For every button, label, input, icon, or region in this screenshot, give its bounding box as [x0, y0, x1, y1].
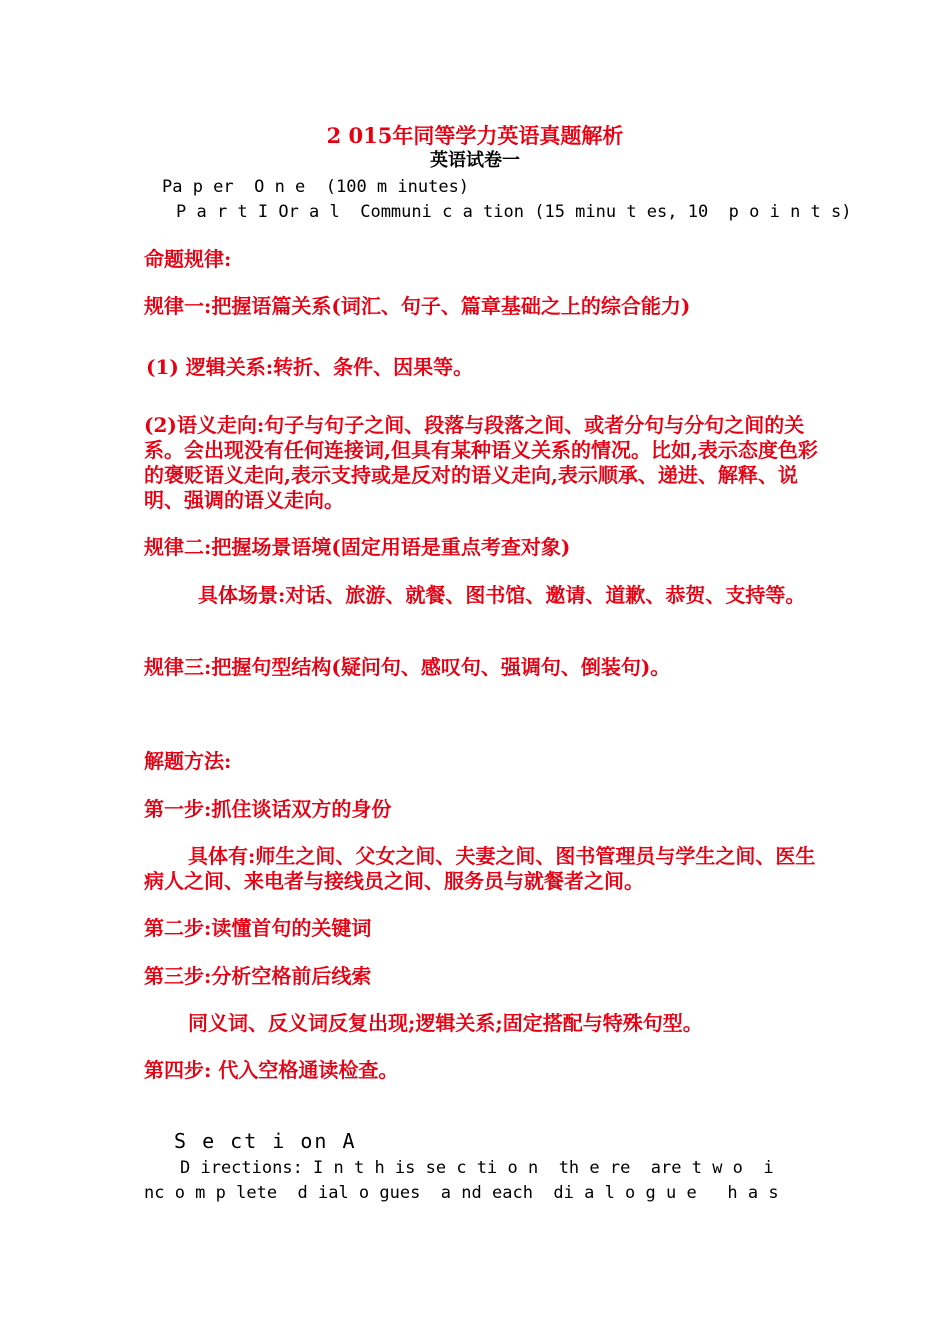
- rules-heading: 命题规律:: [144, 247, 232, 271]
- directions-line-two: nc o m p lete d ial o gues a nd each di a l o g u e h a s: [144, 1183, 779, 1203]
- document-subtitle: 英语试卷一: [430, 150, 520, 171]
- document-title: 2 015年同等学力英语真题解析: [326, 123, 624, 148]
- methods-heading: 解题方法:: [144, 749, 232, 773]
- paper-line: Pa p er O n e (100 m inutes): [162, 177, 470, 197]
- step-one: 第一步:抓住谈话双方的身份: [144, 797, 392, 821]
- step-three-detail: 同义词、反义词反复出现;逻辑关系;固定搭配与特殊句型。: [188, 1011, 703, 1035]
- step-one-detail: 具体有:师生之间、父女之间、夫妻之间、图书管理员与学生之间、医生病人之间、来电者与接线员之间、服务员与就餐者之间。: [144, 844, 816, 893]
- step-three: 第三步:分析空格前后线索: [144, 964, 372, 988]
- step-two: 第二步:读懂首句的关键词: [144, 916, 372, 940]
- rule-one-item-one: (1) 逻辑关系:转折、条件、因果等。: [146, 355, 474, 379]
- rule-two: 规律二:把握场景语境(固定用语是重点考查对象): [144, 535, 571, 559]
- directions-line-one: D irections: I n t h is se c ti o n th e re are t w o i: [180, 1158, 774, 1178]
- section-a-heading: S e ct i on A: [174, 1129, 357, 1153]
- rule-one-item-two: (2)语义走向:句子与句子之间、段落与段落之间、或者分句与分句之间的关系。会出现没有任何连接词,但具有某种语义关系的情况。比如,表示态度色彩的褒贬语义走向,表示支持或是反对的语义走向,表示顺承、递进、解释、说明、强调的语义走向。: [144, 413, 818, 512]
- rule-three: 规律三:把握句型结构(疑问句、感叹句、强调句、倒装句)。: [144, 655, 671, 679]
- rule-one: 规律一:把握语篇关系(词汇、句子、篇章基础之上的综合能力): [144, 294, 691, 318]
- rule-two-detail: 具体场景:对话、旅游、就餐、图书馆、邀请、道歉、恭贺、支持等。: [198, 583, 806, 607]
- part-line: P a r t I Or a l Communi c a tion (15 minu t es, 10 p o i n t s): [176, 202, 852, 222]
- step-four: 第四步: 代入空格通读检查。: [144, 1058, 399, 1082]
